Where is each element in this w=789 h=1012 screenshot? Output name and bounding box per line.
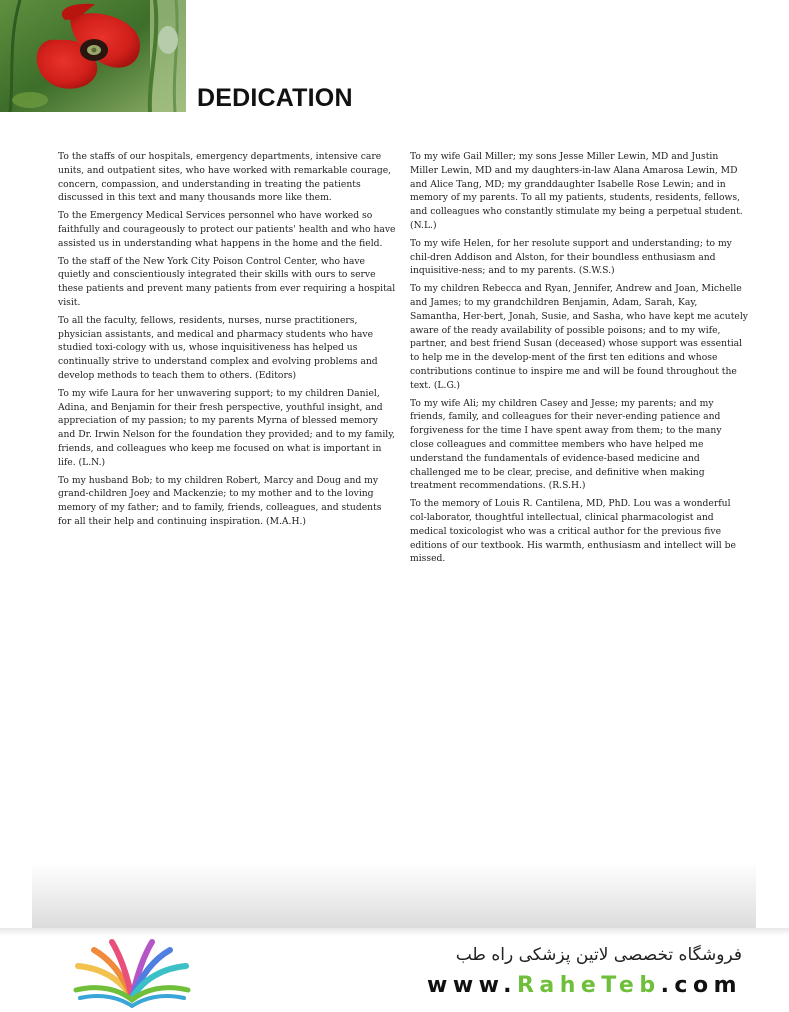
url-brand: RaheTeb	[516, 973, 661, 998]
dedication-column-right	[410, 150, 748, 570]
dedication-paragraph: To my wife Helen, for her resolute support and understanding; to my chil-dren Addison and Alston, for their boundless enthusiasm and inquisitive-ness; and to my parents. (S.W.S.)	[410, 237, 732, 277]
url-suffix: .com	[660, 973, 742, 998]
dedication-paragraph: To all the faculty, fellows, residents, nurses, nurse practitioners, physician assistants, and medical and pharmacy students who have studied toxi-cology with us, whose inquisitiveness has helped us continually strive to understand complex and evolving problems and develop methods to teach them to others. (Editors)	[58, 314, 378, 381]
website-url[interactable]	[420, 973, 742, 998]
url-prefix: www.	[427, 973, 517, 998]
dedication-paragraph: To my wife Gail Miller; my sons Jesse Miller Lewin, MD and Justin Miller Lewin, MD and my daughters-in-law Alana Amarosa Lewin, MD and Alice Tang, MD; my granddaughter Isabelle Rose Lewin; and in memory of my parents. To all my patients, students, residents, fellows, and colleagues who constantly stimulate my being a perpetual student. (N.L.)	[410, 151, 743, 231]
dedication-paragraph: To my wife Laura for her unwavering support; to my children Daniel, Adina, and Benjamin for their fresh perspective, youthful insight, and appreciation of my passion; to my parents Myrna of blessed memory and Dr. Irwin Nelson for the foundation they provided; and to my family, friends, and colleagues who keep me focused on what is important in life. (L.N.)	[58, 387, 396, 468]
dedication-paragraph: To my wife Ali; my children Casey and Jesse; my parents; and my friends, family, and colleagues for their never-ending patience and forgiveness for the time I have spent away from them; to the many close colleagues and committee members who have helped me understand the fundamentals of evidence-based medicine and challenged me to be clear, precise, and definitive when making treatment recommendations. (R.S.H.)	[410, 397, 722, 492]
poppy-flower-image	[0, 0, 186, 112]
footer-divider	[0, 928, 789, 936]
page-title: DEDICATION	[197, 84, 353, 112]
open-book-rainbow-logo-icon	[70, 938, 194, 1008]
dedication-paragraph: To the staffs of our hospitals, emergency departments, intensive care units, and outpatient sites, who have worked with remarkable courage, concern, compassion, and understanding in treating the patients discussed in this text and many thousands more like them.	[58, 151, 392, 204]
dedication-paragraph: To the memory of Louis R. Cantilena, MD, PhD. Lou was a wonderful col-laborator, thoughtful intellectual, clinical pharmacologist and medical toxicologist who was a critical author for the previous five editions of our textbook. His warmth, enthusiasm and intellect will be missed.	[410, 498, 736, 565]
dedication-paragraph: To the Emergency Medical Services personnel who have worked so faithfully and courageously to protect our patients' health and who have assisted us in understanding what happens in the home and the field.	[58, 210, 396, 249]
dedication-paragraph: To my husband Bob; to my children Robert, Marcy and Doug and my grand-children Joey and Mackenzie; to my mother and to the loving memory of my father; and to family, friends, colleagues, and students for all their help and continuing inspiration. (M.A.H.)	[58, 474, 382, 527]
store-name-text: فروشگاه تخصصی لاتین پزشکی راه طب	[455, 945, 742, 965]
dedication-paragraph: To my children Rebecca and Ryan, Jennifer, Andrew and Joan, Michelle and James; to my grandchildren Benjamin, Adam, Sarah, Kay, Samantha, Her-bert, Jonah, Susie, and Sasha, who have kept me acutely aware of the ready availability of possible poisons; and to my wife, partner, and best friend Susan (deceased) whose support was essential to help me in the develop-ment of the first ten editions and whose contributions continue to inspire me and will be found throughout the text. (L.G.)	[410, 283, 748, 391]
dedication-paragraph: To the staff of the New York City Poison Control Center, who have quietly and conscientiously integrated their skills with ours to serve these patients and prevent many patients from ever requiring a hospital visit.	[58, 255, 396, 308]
dedication-column-left	[58, 150, 396, 533]
footer-gradient-band	[32, 862, 756, 928]
